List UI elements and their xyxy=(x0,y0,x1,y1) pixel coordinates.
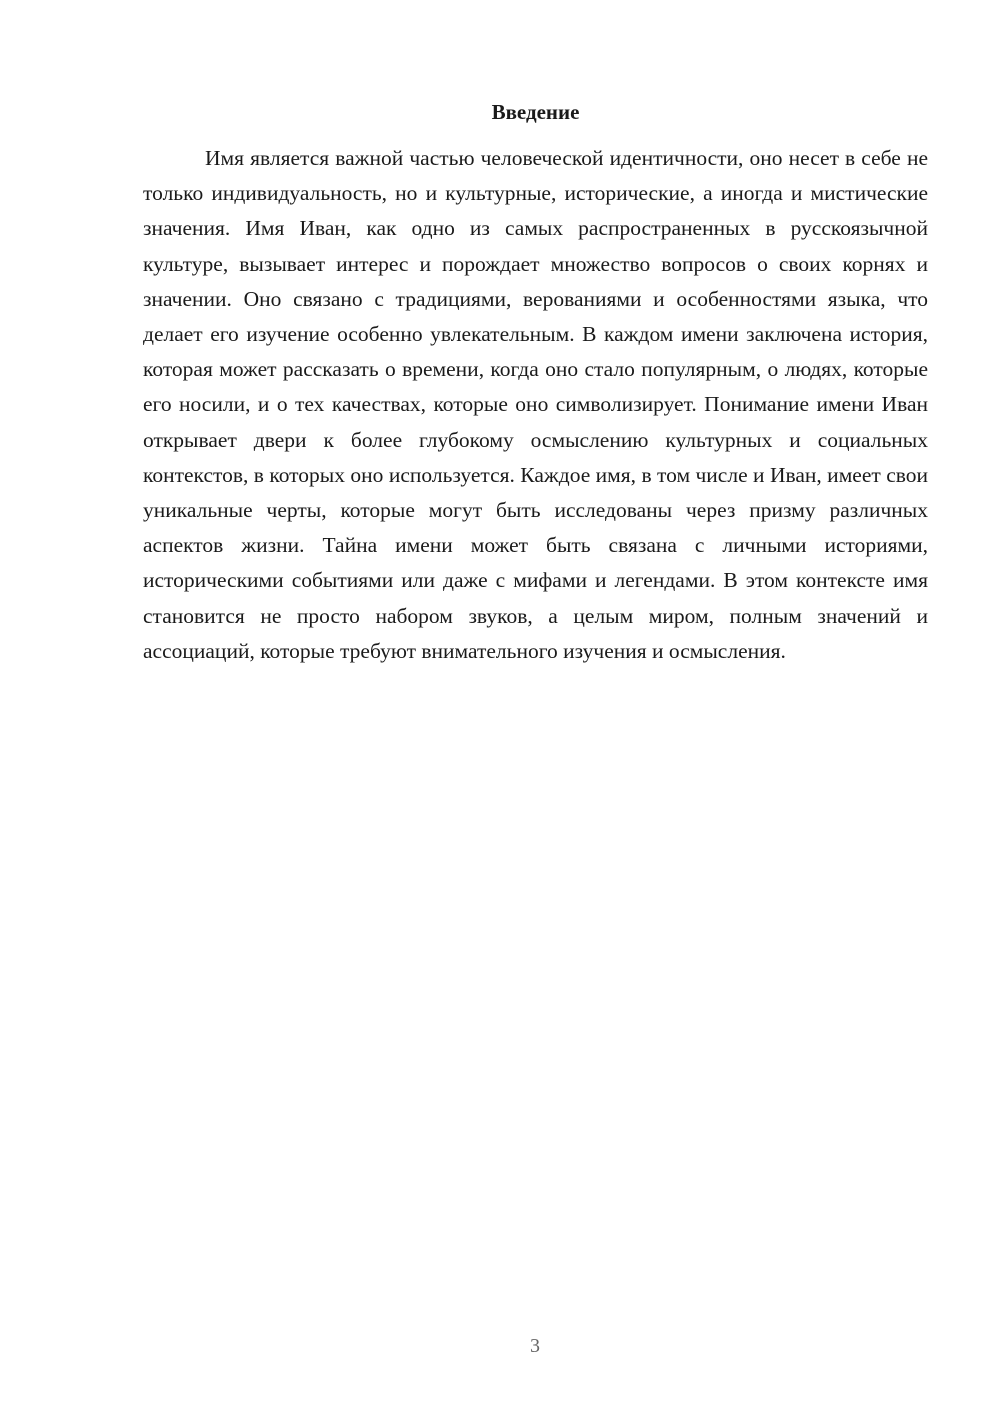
page-number: 3 xyxy=(530,1335,540,1357)
section-heading: Введение xyxy=(491,100,580,124)
body-paragraph: Имя является важной частью человеческой идентичности, оно несет в себе не только индивидуальность, но и культурные, исторические, а иногда и мистические значения. Имя Иван, как одно из самых распространенных в русскоязычной культуре, вызывает интерес и порождает множество вопросов о своих корнях и значении. Оно связано с традициями, верованиями и особенностями языка, что делает его изучение особенно увлекательным. В каждом имени заключена история, которая может рассказать о времени, когда оно стало популярным, о людях, которые его носили, и о тех качествах, которые оно символизирует. Понимание имени Иван открывает двери к более глубокому осмыслению культурных и социальных контекстов, в которых оно используется. Каждое имя, в том числе и Иван, имеет свои уникальные черты, которые могут быть исследованы через призму различных аспектов жизни. Тайна имени может быть связана с личными историями, историческими событиями или даже с мифами и легендами. В этом контексте имя становится не просто набором звуков, а целым миром, полным значений и ассоциаций, которые требуют внимательного изучения и осмысления. xyxy=(143,146,928,663)
